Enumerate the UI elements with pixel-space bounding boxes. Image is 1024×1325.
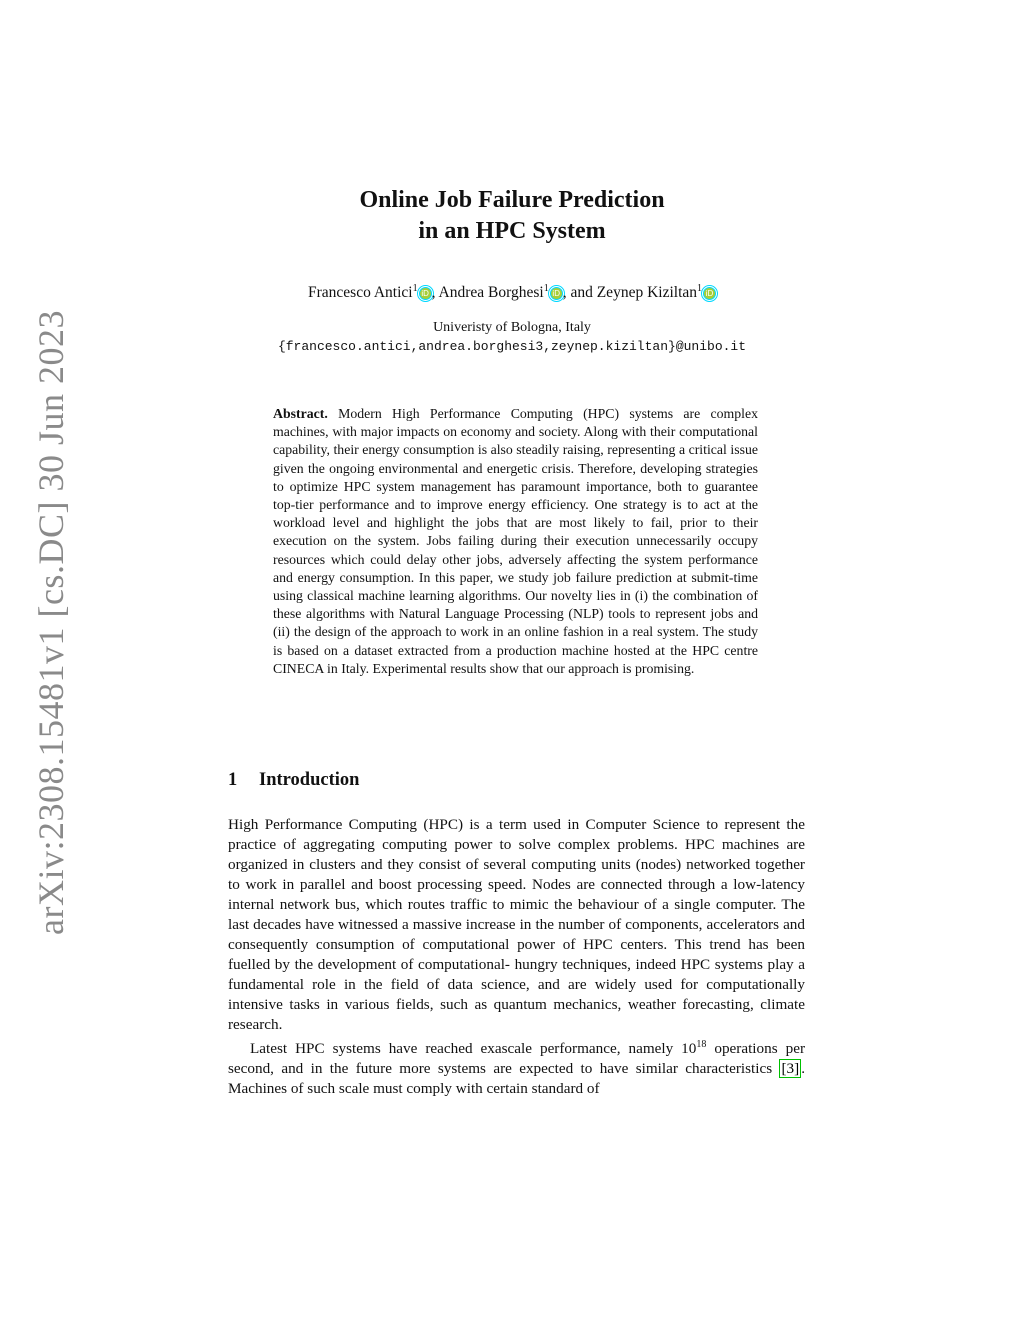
- author-separator: , and: [562, 284, 597, 302]
- arxiv-identifier: arXiv:2308.15481v1 [cs.DC] 30 Jun 2023: [31, 310, 71, 935]
- author-name: Zeynep Kiziltan: [596, 284, 697, 302]
- author-name: Andrea Borghesi: [438, 284, 544, 302]
- section-body: [228, 815, 805, 1099]
- paragraph-text: . Machines of such scale must comply with certain standard of: [228, 1060, 805, 1098]
- affiliation-mark: 1: [697, 283, 702, 294]
- paragraph-text: Latest HPC systems have reached exascale performance, namely 10: [250, 1040, 697, 1058]
- affiliation: Univeristy of Bologna, Italy: [433, 320, 591, 335]
- paragraph: High Performance Computing (HPC) is a term used in Computer Science to represent the practice of aggregating computing power to solve complex problems. HPC machines are organized in clusters and they consist of several computing units (nodes) networked together to work in parallel and boost processing speed. Nodes are connected through a low-latency internal network bus, which routes traffic to mimic the behaviour of a single computer. The last decades have witnessed a massive increase in the number of components, accelerators and consequently consumption of computational power of HPC centers. This trend has been fuelled by the development of computational- hungry techniques, indeed HPC systems play a fundamental role in the field of data science, and are widely used for computationally intensive tasks in various fields, such as quantum mechanics, weather forecasting, climate research.: [228, 816, 805, 1033]
- section-title: Introduction: [259, 770, 360, 790]
- orcid-icon[interactable]: iD: [419, 287, 432, 300]
- abstract-label: Abstract.: [273, 406, 328, 421]
- author-name: Francesco Antici: [308, 284, 413, 302]
- affiliation-mark: 1: [412, 283, 418, 294]
- author-emails: {francesco.antici,andrea.borghesi3,zeynep.kiziltan}@unibo.it: [277, 339, 747, 354]
- author-list: [0, 283, 1024, 302]
- orcid-icon[interactable]: iD: [703, 287, 716, 300]
- abstract-text: Modern High Performance Computing (HPC) systems are complex machines, with major impacts on economy and society. Along with their computational capability, their energy consumption is also steadily raising, representing a critical issue given the ongoing environmental and energetic crisis. Therefore, developing strategies to optimize HPC system management has paramount importance, both to guarantee top-tier performance and to improve energy efficiency. One strategy is to act at the workload level and highlight the jobs that are most likely to fail, prior to their execution on the system. Jobs failing during their execution unnecessarily occupy resources which could delay other jobs, adversely affecting the system performance and energy consumption. In this paper, we study job failure prediction at submit-time using classical machine learning algorithms. Our novelty lies in (i) the combination of these algorithms with Natural Language Processing (NLP) tools to represent jobs and (ii) the design of the approach to work in an online fashion in a real system. The study is based on a dataset extracted from a production machine hosted at the HPC centre CINECA in Italy. Experimental results show that our approach is promising.: [273, 406, 758, 676]
- abstract: [273, 405, 758, 678]
- section-number: 1: [228, 770, 238, 790]
- orcid-icon[interactable]: iD: [550, 287, 563, 300]
- paragraph-text: operations per second, and in the future more systems are expected to have similar characteristics: [228, 1040, 806, 1078]
- affiliation-mark: 1: [543, 283, 549, 294]
- citation-link[interactable]: [3]: [781, 1060, 800, 1078]
- title-line-2: in an HPC System: [418, 218, 606, 244]
- author-separator: ,: [431, 284, 439, 302]
- section-heading: [228, 770, 359, 791]
- exponent: 18: [696, 1039, 707, 1050]
- title-line-1: Online Job Failure Prediction: [359, 187, 665, 213]
- paragraph: [228, 1035, 805, 1099]
- paper-title: [0, 185, 1024, 247]
